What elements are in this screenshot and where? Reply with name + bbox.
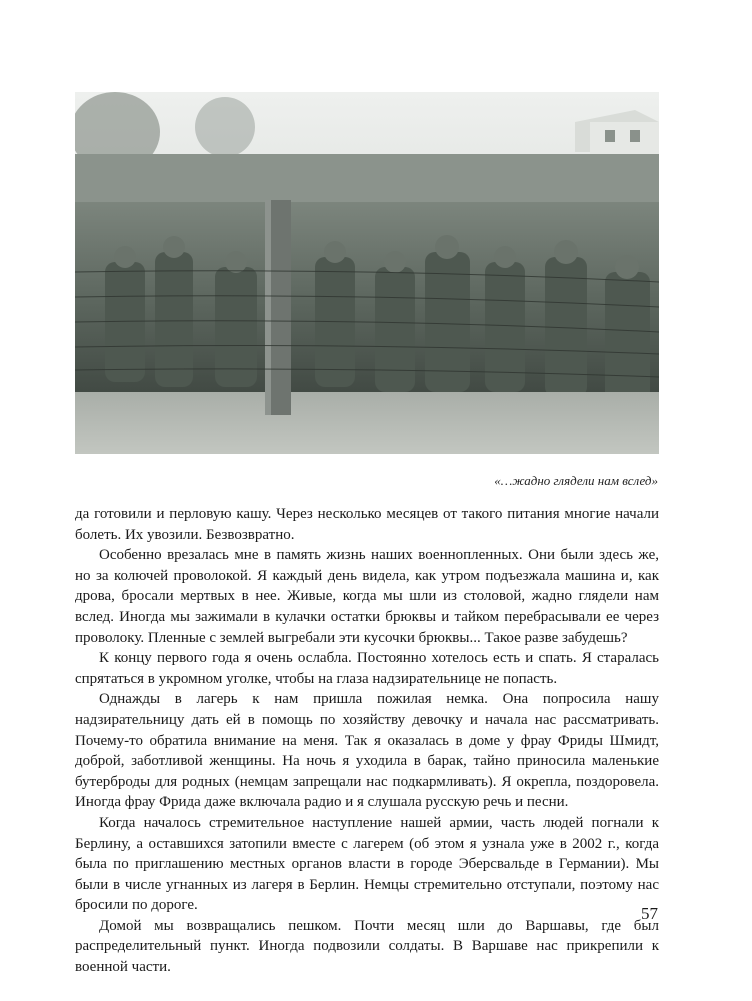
- paragraph-4: Однажды в лагерь к нам пришла пожилая немка. Она попросила нашу надзирательницу дать ей в помощь по хозяйству девочку и начала нас рассматривать. Почему-то обратила внимание на меня. Так я оказалась в доме у фрау Фриды Шмидт, доброй, заботливой женщины. На ночь я уходила в барак, тайно приносила маленькие бутерброды для родных (немцам запрещали нас подкармливать). Я окрепла, поздоровела. Иногда фрау Фрида даже включала радио и я слушала русскую речь и песни.: [75, 691, 659, 811]
- paragraph-6: Домой мы возвращались пешком. Почти месяц шли до Варшавы, где был распределительный пункт. Иногда подвозили солдаты. В Варшаве нас прикрепили к военной части.: [75, 917, 659, 976]
- photo-caption: «…жадно глядели нам вслед»: [494, 473, 658, 488]
- paragraph-5: Когда началось стремительное наступление нашей армии, часть людей погнали к Берлину, а оставшихся затопили вместе с лагерем (об этом я узнала уже в 2002 г., когда была по приглашению местных органов власти в городе Эберсвальде в Германии). Мы были в числе угнанных из лагеря в Берлин. Немцы стремительно отступали, поэтому нас бросили по дороге.: [75, 814, 659, 914]
- page-number: 57: [641, 904, 658, 923]
- pow-camp-photo: [75, 92, 659, 454]
- body-text: [75, 504, 659, 978]
- paragraph-3: К концу первого года я очень ослабла. Постоянно хотелось есть и спать. Я старалась спрятаться в укромном уголке, чтобы на глаза надзирательнице не попасть.: [75, 650, 659, 687]
- paragraph-2: Особенно врезалась мне в память жизнь наших военнопленных. Они были здесь же, но за колючей проволокой. Я каждый день видела, как утром подъезжала машина и, как дрова, бросали мертвых в нее. Живые, когда мы шли из столовой, жадно глядели нам вслед. Иногда мы зажимали в кулачки остатки брюквы и тайком перебрасывали ее через проволоку. Пленные с землей выгребали эти кусочки брюквы... Такое разве забудешь?: [75, 547, 659, 646]
- photo-illustration: [75, 92, 659, 454]
- paragraph-1: да готовили и перловую кашу. Через несколько месяцев от такого питания многие начали болеть. Их увозили. Безвозвратно.: [75, 506, 659, 543]
